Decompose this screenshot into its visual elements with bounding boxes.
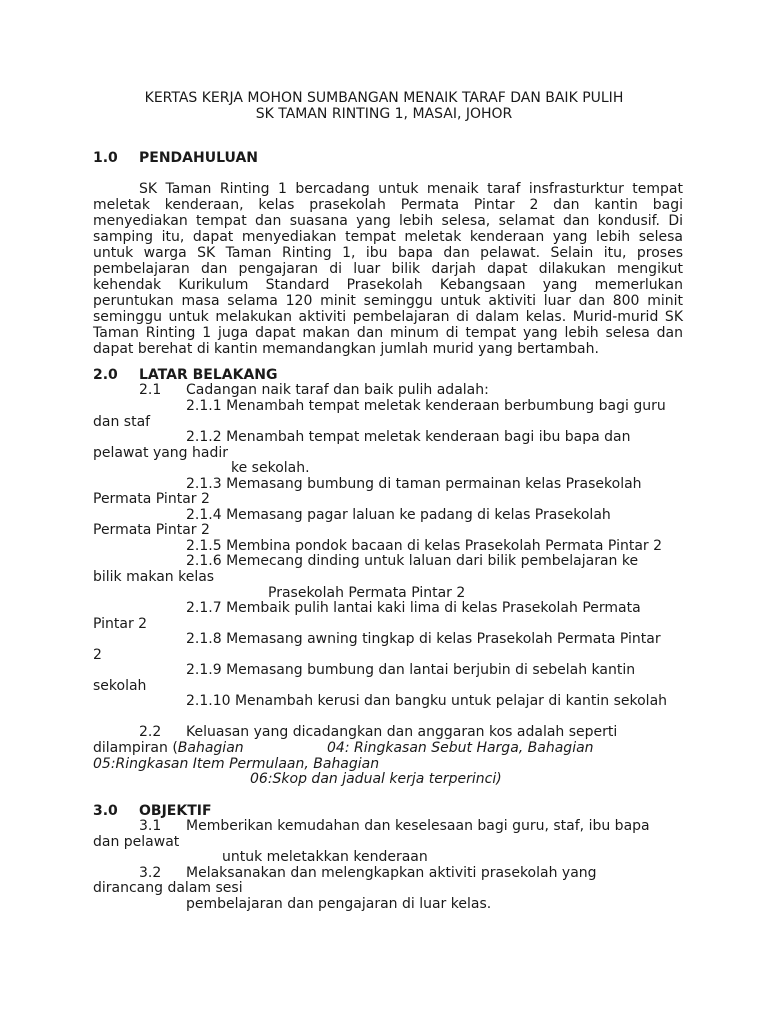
list-item-continuation: Pintar 2 <box>93 616 148 632</box>
list-item: 2.1.9 Memasang bumbung dan lantai berjubin di sebelah kantin <box>186 662 636 678</box>
item-3-1-line2: dan pelawat <box>93 834 180 850</box>
item-3-1-number: 3.1 <box>139 818 162 834</box>
list-item: 2.1.6 Memecang dinding untuk laluan dari bilik pembelajaran ke <box>186 553 639 569</box>
list-item: 2.1.2 Menambah tempat meletak kenderaan bagi ibu bapa dan <box>186 429 631 445</box>
list-item-continuation: dan staf <box>93 414 151 430</box>
section-3-number: 3.0 <box>93 803 118 819</box>
list-item-continuation: 2 <box>93 647 102 663</box>
list-item: 2.1.3 Memasang bumbung di taman permainan kelas Prasekolah <box>186 476 642 492</box>
list-item-continuation: Permata Pintar 2 <box>93 491 210 507</box>
item-2-2-text: Keluasan yang dicadangkan dan anggaran kos adalah seperti <box>186 724 618 740</box>
section-1-heading: PENDAHULUAN <box>139 150 258 166</box>
list-item-continuation: Prasekolah Permata Pintar 2 <box>268 585 466 601</box>
document-title-line2: SK TAMAN RINTING 1, MASAI, JOHOR <box>255 106 513 122</box>
item-2-2-line2-bahagian: Bahagian <box>177 740 244 756</box>
list-item: 2.1.7 Membaik pulih lantai kaki lima di kelas Prasekolah Permata <box>186 600 641 616</box>
item-2-2-line4: 06:Skop dan jadual kerja terperinci) <box>250 771 502 787</box>
item-2-1-number: 2.1 <box>139 382 162 398</box>
section-2-number: 2.0 <box>93 367 118 383</box>
section-1-paragraph: SK Taman Rinting 1 bercadang untuk menaik taraf insfrasturktur tempat meletak kenderaan, kelas prasekolah Permata Pintar 2 dan kantin bagi menyediakan tempat dan suasana yang lebih selesa, selamat dan kondusif. Di samping itu, dapat menyediakan tempat meletak kenderaan yang lebih selesa untuk warga SK Taman Rinting 1, ibu bapa dan pelawat. Selain itu, proses pembelajaran dan pengajaran di luar bilik darjah dapat dilakukan mengikut kehendak Kurikulum Standard Prasekolah Kebangsaan yang memerlukan peruntukan masa selama 120 minit seminggu untuk aktiviti luar dan 800 minit seminggu untuk melakukan aktiviti pembelajaran di dalam kelas. Murid-murid SK Taman Rinting 1 juga dapat makan dan minum di tempat yang lebih selesa dan dapat berehat di kantin memandangkan jumlah murid yang bertambah. <box>93 181 683 357</box>
section-2-heading: LATAR BELAKANG <box>139 367 278 383</box>
list-item-continuation: pelawat yang hadir <box>93 445 228 461</box>
item-2-2-number: 2.2 <box>139 724 162 740</box>
section-1-number: 1.0 <box>93 150 118 166</box>
item-3-2-line3: pembelajaran dan pengajaran di luar kelas. <box>186 896 492 912</box>
item-2-2-line2-prefix: dilampiran ( <box>93 740 178 756</box>
list-item: 2.1.4 Memasang pagar laluan ke padang di kelas Prasekolah <box>186 507 611 523</box>
item-2-1-text: Cadangan naik taraf dan baik pulih adalah: <box>186 382 489 398</box>
section-3-heading: OBJEKTIF <box>139 803 212 819</box>
item-2-2-line2-ref: 04: Ringkasan Sebut Harga, Bahagian <box>327 740 594 756</box>
item-3-2-text: Melaksanakan dan melengkapkan aktiviti prasekolah yang <box>186 865 597 881</box>
item-3-2-line2: dirancang dalam sesi <box>93 880 243 896</box>
list-item: 2.1.10 Menambah kerusi dan bangku untuk pelajar di kantin sekolah <box>186 693 668 709</box>
list-item: 2.1.1 Menambah tempat meletak kenderaan berbumbung bagi guru <box>186 398 666 414</box>
document-title-line1: KERTAS KERJA MOHON SUMBANGAN MENAIK TARAF DAN BAIK PULIH <box>144 90 624 106</box>
item-3-2-number: 3.2 <box>139 865 162 881</box>
list-item-continuation: ke sekolah. <box>231 460 310 476</box>
list-item: 2.1.8 Memasang awning tingkap di kelas Prasekolah Permata Pintar <box>186 631 661 647</box>
list-item-continuation: Permata Pintar 2 <box>93 522 210 538</box>
item-2-2-line2 <box>93 740 244 756</box>
list-item-continuation: bilik makan kelas <box>93 569 215 585</box>
list-item: 2.1.5 Membina pondok bacaan di kelas Prasekolah Permata Pintar 2 <box>186 538 663 554</box>
item-3-1-text: Memberikan kemudahan dan keselesaan bagi guru, staf, ibu bapa <box>186 818 650 834</box>
list-item-continuation: sekolah <box>93 678 147 694</box>
item-3-1-line3: untuk meletakkan kenderaan <box>222 849 428 865</box>
item-2-2-line3: 05:Ringkasan Item Permulaan, Bahagian <box>93 756 380 772</box>
